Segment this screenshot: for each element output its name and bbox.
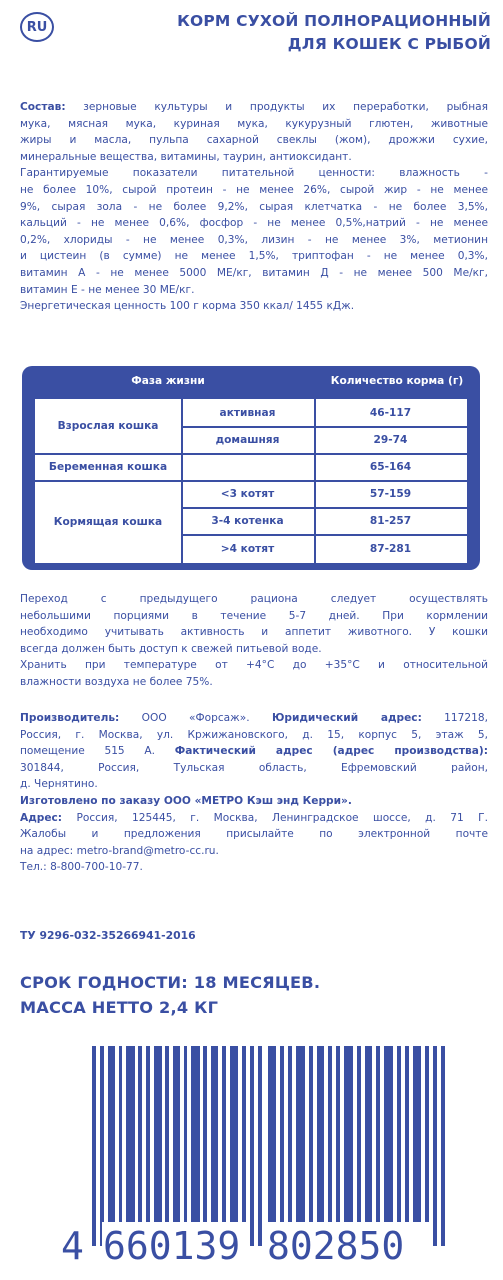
phase-pregnant: Беременная кошка — [48, 460, 168, 473]
net-weight: МАССА НЕТТО 2,4 КГ — [20, 998, 219, 1017]
manufacturer-line: Изготовлено по заказу ООО «МЕТРО Кэш энд Керри». — [20, 794, 352, 807]
language-badge: RU — [20, 12, 54, 42]
manufacturer-line: на адрес: metro-brand@metro-cc.ru. — [20, 844, 219, 857]
value-kittens-1: 57-159 — [369, 487, 412, 500]
energy-line: Энергетическая ценность 100 г корма 350 ккал/ 1455 кДж. — [20, 300, 355, 313]
sub-active: активная — [219, 406, 276, 419]
manufacturer-line: Производитель: ООО «Форсаж». Юридический адрес: 117218, — [20, 712, 488, 724]
sub-home: домашняя — [215, 433, 280, 446]
note-line: всегда должен быть доступ к свежей питьевой воде. — [20, 642, 322, 655]
nutrition-line: 0,2%, хлориды - не менее 0,3%, лизин - не менее 3%, метионин — [20, 233, 488, 246]
shelf-life-block — [20, 970, 320, 1020]
manufacturer-block — [20, 710, 488, 876]
value-active: 46-117 — [369, 406, 412, 419]
barcode-first-digit: 4 — [61, 1224, 84, 1268]
note-line: Переход с предыдущего рациона следует осуществлять — [20, 593, 488, 605]
manufacturer-line: 301844, Россия, Тульская область, Ефремовский район, — [20, 761, 488, 774]
manufacturer-line: помещение 515 А. Фактический адрес (адрес производства): — [20, 745, 488, 758]
nutrition-line: Гарантируемые показатели питательной ценности: влажность - — [20, 167, 488, 180]
note-line: необходимо учитывать активность и аппетит животного. У кошки — [20, 626, 488, 639]
product-title — [177, 10, 491, 56]
manufacturer-line: д. Чернятино. — [20, 778, 98, 791]
title-line-2: ДЛЯ КОШЕК С РЫБОЙ — [287, 35, 491, 53]
composition-line: минеральные вещества, витамины, таурин, антиоксидант. — [20, 150, 352, 163]
phase-nursing: Кормящая кошка — [53, 515, 163, 528]
feeding-note — [20, 591, 488, 691]
nutrition-line: 9%, сырая зола - не более 9,2%, сырая клетчатка - не более 3,5%, — [20, 200, 488, 213]
manufacturer-line: Жалобы и предложения присылайте по электронной почте — [20, 828, 488, 841]
manufacturer-line: Адрес: Россия, 125445, г. Москва, Ленинградское шоссе, д. 71 Г. — [20, 811, 488, 824]
value-kittens-2: 81-257 — [369, 514, 412, 527]
value-pregnant: 65-164 — [369, 460, 412, 473]
storage-line: Хранить при температуре от +4°С до +35°С и относительной — [20, 659, 488, 672]
composition-label: Состав: — [20, 101, 66, 113]
title-line-1: КОРМ СУХОЙ ПОЛНОРАЦИОННЫЙ — [177, 12, 491, 30]
manufacturer-line: Россия, г. Москва, ул. Кржижановского, д. 15, корпус 5, этаж 5, — [20, 728, 488, 741]
sub-kittens-2: 3-4 котенка — [211, 514, 284, 527]
nutrition-line: витамин Е - не менее 30 МЕ/кг. — [20, 283, 195, 296]
header-food-amount: Количество корма (г) — [330, 375, 464, 387]
table-body — [35, 399, 467, 563]
header-life-phase: Фаза жизни — [131, 375, 205, 387]
barcode-image — [56, 1046, 496, 1246]
note-line: небольшими порциями в течение 5-7 дней. При кормлении — [20, 609, 488, 622]
composition-line: жиры и масла, пульпа сахарной свеклы (жом), дрожжи сухие, — [20, 134, 488, 147]
storage-line: влажности воздуха не более 75%. — [20, 675, 213, 688]
table-header — [22, 366, 480, 399]
barcode-number — [56, 1222, 496, 1270]
value-kittens-3: 87-281 — [369, 542, 412, 555]
composition-block — [20, 99, 488, 315]
composition-line: мука, мясная мука, куриная мука, кукурузный глютен, животные — [20, 117, 488, 130]
phase-adult: Взрослая кошка — [57, 420, 159, 432]
sub-kittens-1: <3 котят — [220, 487, 275, 500]
barcode-left-group: 660139 — [103, 1224, 241, 1268]
technical-spec-code: ТУ 9296-032-35266941-2016 — [20, 929, 196, 942]
sub-kittens-3: >4 котят — [220, 542, 275, 555]
value-home: 29-74 — [373, 433, 408, 446]
nutrition-line: не более 10%, сырой протеин - не менее 26%, сырой жир - не менее — [20, 183, 488, 196]
nutrition-line: кальций - не менее 0,6%, фосфор - не менее 0,5%,натрий - не менее — [20, 217, 488, 230]
shelf-life: СРОК ГОДНОСТИ: 18 МЕСЯЦЕВ. — [20, 973, 321, 992]
barcode-right-group: 802850 — [267, 1224, 405, 1268]
manufacturer-line: Тел.: 8-800-700-10-77. — [20, 861, 143, 874]
nutrition-line: и цистеин (в сумме) не менее 1,5%, триптофан - не менее 0,3%, — [20, 250, 488, 263]
composition-line: Состав: зерновые культуры и продукты их переработки, рыбная — [20, 101, 488, 113]
feeding-table — [22, 366, 480, 570]
nutrition-line: витамин А - не менее 5000 МЕ/кг, витамин Д - не менее 500 Ме/кг, — [20, 266, 488, 279]
